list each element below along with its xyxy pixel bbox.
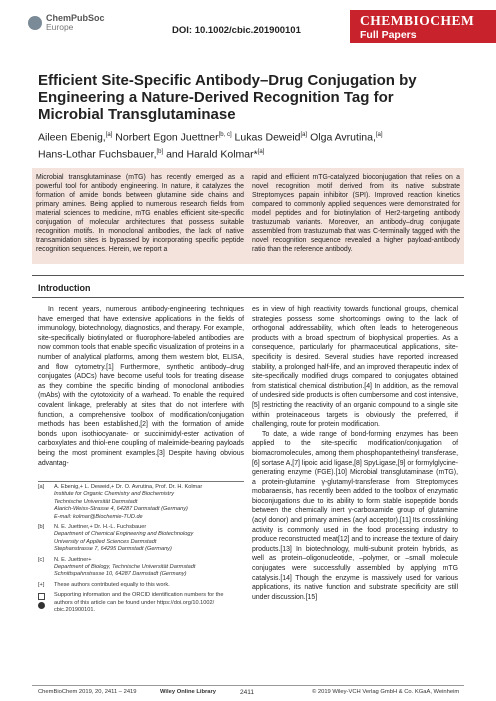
footnote-line: N. E. Juettner+ [54, 556, 92, 563]
footnote-line: Alarich-Weiss-Strasse 4, 64287 Darmstadt (Germany) [54, 506, 188, 513]
author-name: Olga Avrutina, [307, 131, 376, 144]
section-heading: Introduction [38, 283, 91, 293]
footnote-line: A. Ebenig,+ L. Deweid,+ Dr. O. Avrutina, Prof. Dr. H. Kolmar [54, 484, 203, 490]
footer-copyright: © 2019 Wiley-VCH Verlag GmbH & Co. KGaA, Weinheim [312, 689, 460, 695]
footnote-line[interactable]: authors of this article can be found under https://doi.org/10.1002/ [54, 599, 215, 606]
author-name: Aileen Ebenig, [38, 131, 106, 144]
intro-paragraph: To date, a wide range of bond-forming enzymes has been applied to the site-specific modification/conjugation of biomacromolecules, among them phosphopantetheinyl transferase,[6] sortase A,[7] lipoic acid ligase,[8] SpyLigase,[9] or formylglycine-generating enzyme (FGE).[10] Microbial transglutaminase (mTG), a protein-glutamine γ-glutamyl-transferase from Streptomyces mobaraensis, has recently been added to the toolbox of enzymatic bioconjugations due to its ability to form stable isopeptide bonds between the chemically inert γ-carboxamide group of glutamine (acyl donor) and primary amines (acyl acceptor).[11] Its crosslinking activity is commonly used in the food processing industry to produce reconstructed meat[12] and to increase the texture of dairy products.[13] In biotechnology, multi-subunit protein hybrids, as well as protein–oligonucleotide, –polymer, or –small molecule conjugates were successfully assembled by applying mTG catalysis.[14] Though the enzyme is massively used for various applications, its native function and substrate specificity are still under discussion.[15] [252, 430, 458, 601]
footnote [38, 592, 244, 614]
abstract-left-column: Microbial transglutaminase (mTG) has recently emerged as a powerful tool for antibody engineering. In nature, it catalyzes the formation of amide bonds between glutamine side chains and primary amines. Being applied to numerous research fields from material sciences to medicine, mTG enables efficient site-specific conjugation of molecular architectures that possess suitable recognition motifs. In monoclonal antibodies, the lack of native transamidation sites is bypassed by incorporating specific peptide recognition sequences. Herein, we report a [36, 174, 244, 253]
footnote-line: Stephanstrasse 7, 64295 Darmstadt (Germany) [54, 546, 172, 553]
footer-citation: ChemBioChem 2019, 20, 2411 – 2419 [38, 689, 137, 695]
author-name: Norbert Egon Juettner [112, 131, 219, 144]
publisher-logo-name: ChemPubSoc [46, 13, 105, 23]
affiliation-footnotes [38, 484, 244, 618]
footnote-line: Institute for Organic Chemistry and Biochemistry [54, 491, 174, 498]
journal-banner [350, 10, 496, 43]
section-divider [32, 297, 464, 298]
intro-column-right [252, 305, 458, 602]
author-name: Hans-Lothar Fuchsbauer, [38, 148, 157, 160]
author-affiliation: [a] [105, 132, 113, 138]
footnote-mark: [a] [38, 484, 45, 490]
footnote [38, 557, 244, 579]
author-affiliation: [b] [156, 148, 164, 155]
footnote-line: N. E. Juettner,+ Dr. H.-L. Fuchsbauer [54, 524, 147, 531]
section-divider [32, 275, 464, 276]
footer-divider [32, 685, 464, 686]
publisher-logo [28, 14, 105, 32]
intro-paragraph: In recent years, numerous antibody-engineering techniques have emerged that have extensive applications in the fields of immunology, biotechnology, diagnostics, and therapy. For example, site-specifically biotinylated or fluorophore-labeled antibodies are now common tools that enable specific visualization of proteins in a number of analytical platforms, among them western blot, ELISA, and flow cytometry.[1] Furthermore, synthetic antibody–drug conjugates (ADCs) have become useful tools for treating disease as they combine the specific binding of monoclonal antibodies (mAbs) with the cytotoxicity of a warhead. To enable the required covalent linkage, preferably at sites that do not interfere with function, a comprehensive toolbox of modification/conjugation methods has been established,[2] with the formation of amide bonds upon isothiocyanate- or succinimidyl-ester activation of carboxylates and thiol-ene coupling of maleimide-bearing payloads being the most prominent examples.[3] Despite having obvious advantag- [38, 306, 244, 467]
footnote-line: Department of Biology, Technische Universität Darmstadt [54, 564, 196, 571]
author-name: and Harald Kolmar* [163, 148, 258, 160]
orcid-icon [38, 602, 45, 609]
supporting-info-icon [38, 593, 45, 600]
footnote-line: Technische Universität Darmstadt [54, 498, 138, 505]
intro-paragraph: es in view of high reactivity towards functional groups, chemical strategies possess some shortcomings owing to the lack of orthogonal addressability, which often leads to heterogeneous products with a broad spectrum of biophysical properties. As a consequence, particularly for pharmaceutical applications, site-specificity is desired. Several studies have reported increased stability, a prolonged half-life, and an improved therapeutic index of site-specifically modified drugs compared to conjugates obtained from statistical chemical distribution.[4] In addition, as the removal of undesired side products is often cumbersome and cost intensive,[5] restricting the reactivity of an organic compound to a single site within proteinaceous targets is obviously the preferred, if challenging, route for protein modification. [252, 306, 458, 429]
footnote [38, 582, 244, 589]
journal-name: CHEMBIOCHEM [360, 13, 475, 28]
footnote-divider [38, 481, 244, 482]
footnote-line: Department of Chemical Engineering and Biotechnology [54, 531, 194, 538]
footer-publisher[interactable]: Wiley Online Library [160, 689, 216, 695]
abstract-right-column: rapid and efficient mTG-catalyzed bioconjugation that relies on a novel recognition motif derived from its native substrate Streptomyces papain inhibitor (SPI). Improved reaction kinetics compared to commonly applied sequences were demonstrated for model peptides and for biotinylation of Her2-targeting antibody trastuzumab variants. Moreover, an antibody–drug conjugate assembled from trastuzumab that was C-terminally tagged with the novel recognition sequence revealed a higher payload-antibody ratio than the reference antibody. [252, 174, 460, 253]
author-affiliation: [a] [257, 148, 265, 155]
intro-column-left [38, 305, 244, 468]
footnote-mark: [b] [38, 524, 45, 531]
author-affiliation: [a] [300, 132, 308, 138]
page-number: 2411 [240, 689, 254, 696]
footnote [38, 524, 244, 554]
abstract-box [32, 168, 464, 264]
footnote-line: These authors contributed equally to this work. [54, 581, 170, 588]
footnote-line[interactable]: cbic.201900101. [54, 607, 96, 614]
author-list [38, 128, 468, 161]
footnote-line: Schnittspahnstrasse 10, 64287 Darmstadt (Germany) [54, 571, 187, 578]
footnote [38, 484, 244, 521]
author-name: Lukas Deweid [231, 131, 301, 144]
footnote-line: University of Applied Sciences Darmstadt [54, 538, 157, 545]
footnote-email[interactable]: E-mail: kolmar@Biochemie-TUD.de [54, 513, 143, 520]
author-affiliation: [b, c] [218, 132, 232, 138]
footnote-line: Supporting information and the ORCID identification numbers for the [54, 592, 224, 599]
journal-section: Full Papers [360, 29, 417, 41]
author-affiliation: [a] [375, 132, 383, 138]
article-title: Efficient Site-Specific Antibody–Drug Conjugation by Engineering a Nature-Derived Recognition Tag for Microbial Transglutaminase [38, 72, 417, 123]
publisher-logo-icon [28, 16, 42, 30]
footnote-mark: [c] [38, 556, 44, 563]
footnote-mark: [+] [38, 581, 45, 588]
publisher-logo-region: Europe [46, 22, 74, 32]
doi-link[interactable]: DOI: 10.1002/cbic.201900101 [172, 25, 301, 36]
